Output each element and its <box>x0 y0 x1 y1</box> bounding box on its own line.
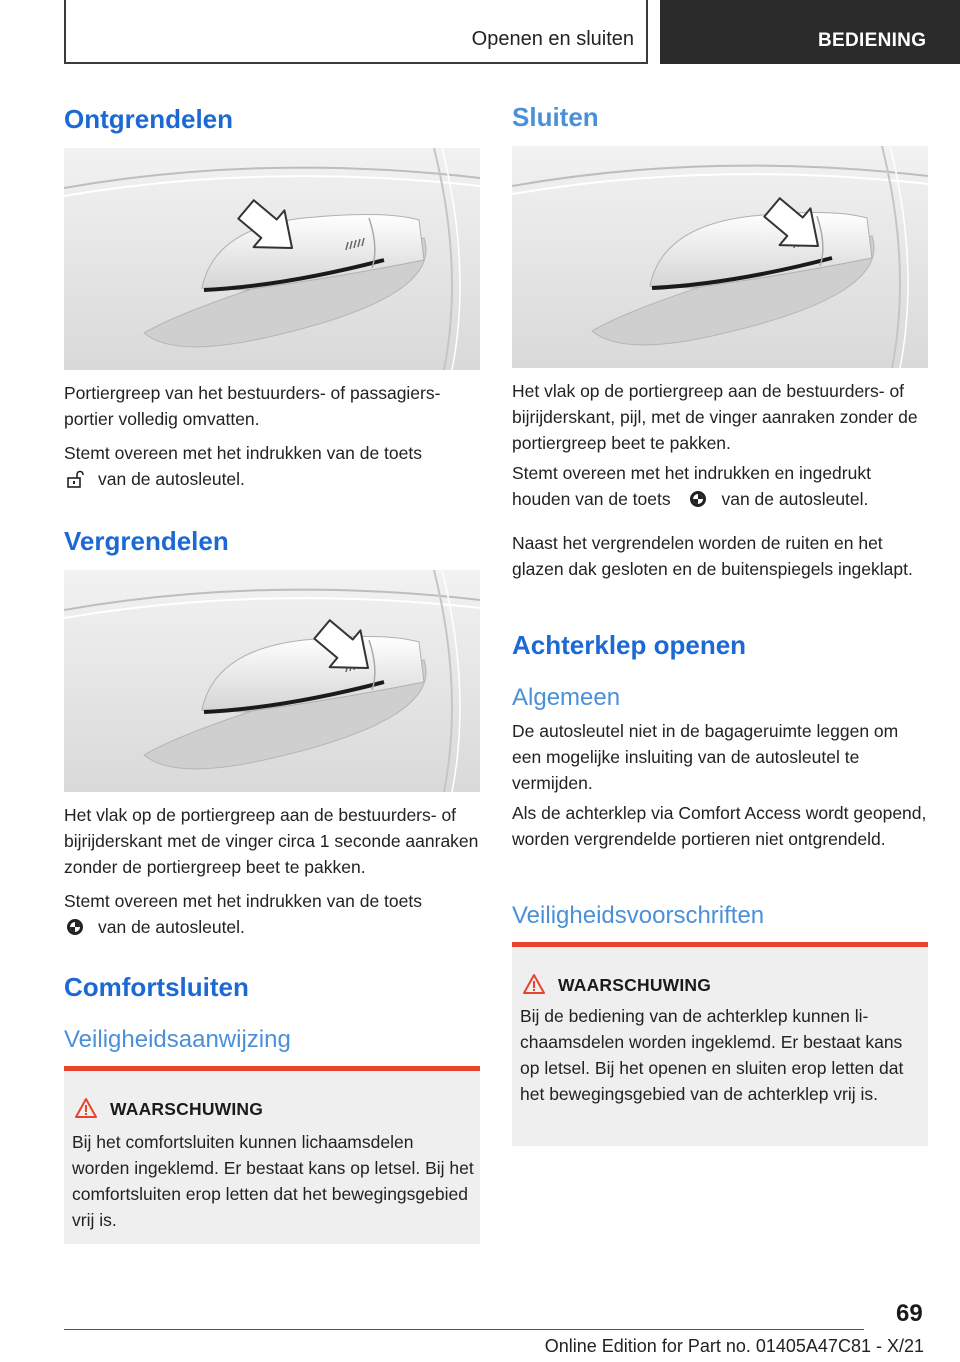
header-section-title: Openen en sluiten <box>471 28 634 50</box>
subheading-veiligheidsvoorschriften: Veiligheidsvoorschriften <box>512 902 765 929</box>
footer-divider <box>64 1329 864 1330</box>
subheading-veiligheidsaanwijzing: Veiligheidsaanwijzing <box>64 1026 291 1053</box>
paragraph-text: van de autosleutel. <box>98 917 245 937</box>
paragraph-text: Stemt overeen met het indrukken en ingedrukt houden van de toets <box>512 463 871 509</box>
door-handle-illustration <box>64 570 480 792</box>
paragraph: Het vlak op de portiergreep aan de bestuurders- of bijrijderskant met de vinger circa 1 seconde aanraken zonder de portiergreep beet te pakken. <box>64 805 479 877</box>
warning-text: Bij het comfortsluiten kunnen lichaamsdelen worden ingeklemd. Er bestaat kans op letsel. Bij het comfortsluiten erop letten dat het bewegingsgebied vrij is. <box>72 1132 474 1230</box>
warning-text: Bij de bediening van de achterklep kunnen lichaamsdelen worden ingeklemd. Er bestaat kans op letsel. Bij het openen en sluiten erop letten dat het bewegingsgebied van de achterklep vrij is. <box>520 1006 904 1104</box>
door-handle-illustration <box>512 146 928 368</box>
warning-triangle-icon <box>74 1097 98 1119</box>
warning-box <box>512 942 928 1146</box>
header-chapter-title: BEDIENING <box>818 30 927 51</box>
paragraph-text: van de autosleutel. <box>721 489 869 509</box>
bmw-key-icon <box>66 918 84 936</box>
header-chapter-box <box>660 0 960 64</box>
warning-box <box>64 1066 480 1244</box>
paragraph: Portiergreep van het bestuurders- of passagiersportier volledig omvatten. <box>64 383 441 429</box>
door-handle-illustration <box>64 148 480 370</box>
paragraph: Naast het vergrendelen worden de ruiten en het glazen dak gesloten en de buitenspiegels ingeklapt. <box>512 533 913 579</box>
warning-title: WAARSCHUWING <box>110 1099 264 1119</box>
paragraph: Het vlak op de portiergreep aan de bestuurders- of bijrijderskant, pijl, met de vinger aanraken zonder de portiergreep beet te pakken. <box>512 381 918 453</box>
heading-achterklep-openen: Achterklep openen <box>512 630 747 660</box>
paragraph-text: Stemt overeen met het indrukken van de toets <box>64 443 422 463</box>
unlock-icon <box>66 470 84 488</box>
paragraph <box>64 440 480 492</box>
paragraph: De autosleutel niet in de bagageruimte leggen om een mogelijke insluiting van de autosleutel te vermijden. <box>512 721 899 793</box>
page-number: 69 <box>896 1300 923 1327</box>
paragraph <box>64 888 480 940</box>
paragraph-text: van de autosleutel. <box>98 469 245 489</box>
paragraph: Als de achterklep via Comfort Access wordt geopend, worden vergrendelde portieren niet ontgrendeld. <box>512 803 927 849</box>
warning-triangle-icon <box>522 973 546 995</box>
heading-ontgrendelen: Ontgrendelen <box>64 104 234 134</box>
heading-vergrendelen: Vergrendelen <box>64 526 229 556</box>
heading-comfortsluiten: Comfortsluiten <box>64 972 249 1002</box>
paragraph <box>512 460 928 512</box>
subheading-algemeen: Algemeen <box>512 684 621 711</box>
bmw-key-icon <box>689 490 707 508</box>
footer-edition: Online Edition for Part no. 01405A47C81 - X/21 <box>544 1336 924 1356</box>
header-section-box <box>64 0 648 64</box>
paragraph-text: Stemt overeen met het indrukken van de toets <box>64 891 422 911</box>
heading-sluiten: Sluiten <box>512 102 599 132</box>
warning-title: WAARSCHUWING <box>558 975 712 995</box>
